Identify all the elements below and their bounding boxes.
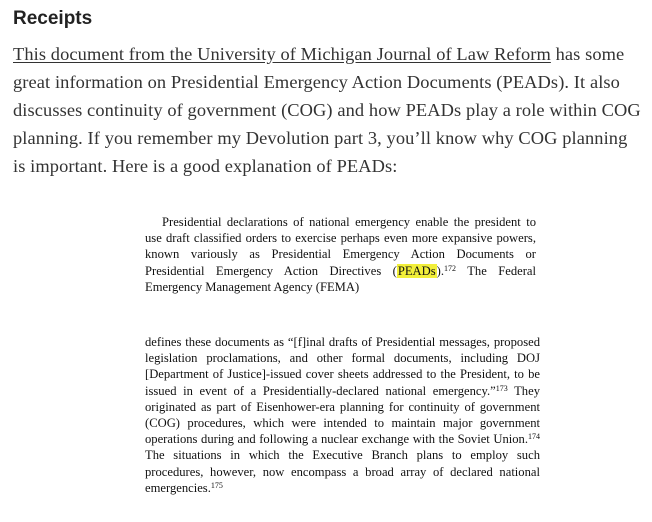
- excerpt2-text: defines these documents as “[f]inal drafts of Presidential messages, proposed legislation proclamations, and other formal documents, including DOJ [Department of Justice]-issued cover sheets addressed to the President, to be issued in event of a Presidentially-declared national emergency.”: [145, 335, 540, 398]
- footnote-ref: 175: [210, 480, 223, 490]
- document-link[interactable]: This document from the University of Michigan Journal of Law Reform: [13, 44, 551, 64]
- document-excerpt-1: [145, 214, 536, 295]
- section-heading: Receipts: [13, 8, 93, 29]
- footnote-ref: 174: [528, 432, 540, 442]
- footnote-ref: 172: [444, 263, 456, 273]
- excerpt2-text: The situations in which the Executive Branch plans to employ such procedures, however, now encompass a broad array of declared national emergencies.: [145, 448, 540, 495]
- intro-paragraph: [13, 40, 643, 180]
- excerpt1-tail: The Federal Emergency Management Agency (FEMA): [145, 263, 536, 294]
- footnote-ref: 173: [495, 383, 508, 393]
- highlighted-term: PEADs: [397, 263, 436, 278]
- intro-text: has some great information on Presidential Emergency Action Documents (PEADs). It also discusses continuity of government (COG) and how PEADs play a role within COG planning. If you remember my Devolution part 3, you’ll know why COG planning is important. Here is a good explanation of PEADs:: [13, 44, 641, 176]
- excerpt1-punct: ).: [436, 263, 444, 278]
- document-excerpt-2: [145, 334, 540, 496]
- excerpt2-text: They originated as part of Eisenhower-era planning for continuity of government (COG) procedures, which were intended to maintain major government operations during and following a nuclear exchange with the Soviet Union.: [145, 383, 540, 447]
- excerpt1-text: Presidential declarations of national emergency enable the president to use draft classified orders to exercise perhaps even more expansive powers, known variously as Presidential Emergency Action Documents or Presidential Emergency Action Directives (: [145, 215, 536, 278]
